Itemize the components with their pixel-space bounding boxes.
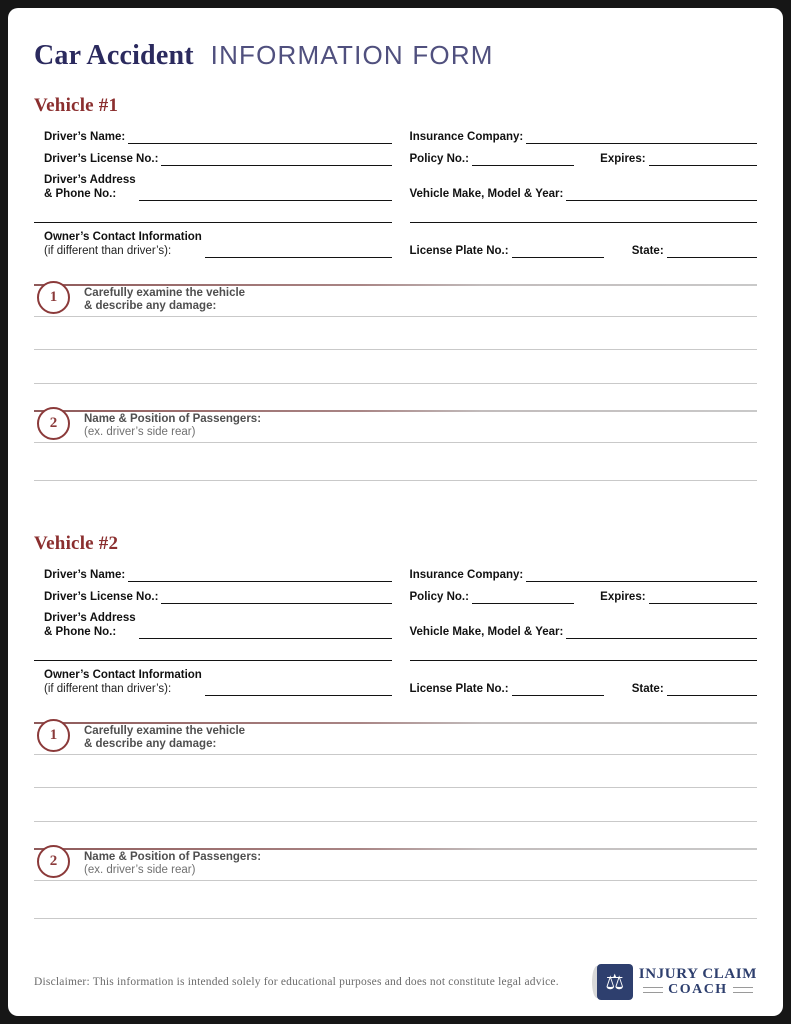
policy-no-field (410, 152, 575, 166)
state-field (632, 682, 757, 696)
policy-no-fill-line (472, 591, 574, 604)
drivers-license-field (44, 589, 392, 604)
insurance-company-field (410, 567, 758, 582)
vehicle-make-label: Vehicle Make, Model & Year: (409, 188, 564, 200)
damage-instruction-line2: & describe any damage: (84, 738, 217, 750)
damage-instruction-line2: & describe any damage: (84, 300, 217, 312)
damage-instruction-row (34, 284, 757, 317)
vehicle-2-section (34, 481, 757, 919)
brand-logo (592, 964, 757, 1000)
license-plate-field (410, 244, 604, 258)
page-footer (34, 964, 757, 1016)
brand-divider (733, 987, 753, 993)
insurance-company-label: Insurance Company: (409, 569, 524, 581)
vehicle-2-heading: Vehicle #2 (34, 533, 119, 554)
drivers-license-fill-line (161, 591, 391, 604)
expires-field (600, 590, 757, 604)
vehicle-make-fill-line (566, 626, 757, 639)
owners-contact-label: Owner’s Contact Information (if different than driver’s): (44, 669, 202, 695)
license-plate-label: License Plate No.: (409, 245, 509, 257)
form-title-primary: Car Accident (34, 40, 194, 71)
policy-expires-row (410, 151, 758, 166)
brand-subname: COACH (668, 982, 728, 997)
insurance-company-field (410, 129, 758, 144)
insurance-company-fill-line (526, 131, 757, 144)
form-title-secondary: INFORMATION FORM (210, 40, 494, 70)
policy-no-label: Policy No.: (409, 153, 469, 165)
vehicle-fields (34, 567, 757, 696)
passengers-instruction-line1: Name & Position of Passengers: (84, 851, 262, 863)
state-fill-line (667, 245, 757, 258)
vehicle-make-label: Vehicle Make, Model & Year: (409, 626, 564, 638)
damage-instruction-line1: Carefully examine the vehicle (84, 287, 246, 299)
vehicle-make-field (410, 624, 758, 639)
expires-fill-line (649, 153, 757, 166)
drivers-name-label: Driver’s Name: (44, 131, 126, 143)
license-plate-field (410, 682, 604, 696)
drivers-license-fill-line (161, 153, 391, 166)
step-2-badge: 2 (37, 845, 70, 878)
drivers-address-label: Driver’s Address & Phone No.: (44, 612, 136, 638)
passengers-instruction-line2: (ex. driver’s side rear) (84, 864, 196, 876)
writing-line (34, 349, 757, 350)
step-1-badge: 1 (37, 281, 70, 314)
vehicle-fields (34, 129, 757, 258)
insurance-company-fill-line (526, 569, 757, 582)
passengers-instruction-line1: Name & Position of Passengers: (84, 413, 262, 425)
vehicle-1-heading: Vehicle #1 (34, 95, 119, 116)
vehicle-1-section (34, 73, 757, 481)
owners-contact-field (44, 668, 392, 696)
drivers-name-field (44, 567, 392, 582)
address-continuation-line (34, 646, 392, 661)
policy-no-label: Policy No.: (409, 591, 469, 603)
drivers-name-fill-line (128, 569, 391, 582)
policy-no-fill-line (472, 153, 574, 166)
drivers-license-label: Driver’s License No.: (44, 591, 159, 603)
step-1-badge: 1 (37, 719, 70, 752)
owners-contact-label: Owner’s Contact Information (if different than driver’s): (44, 231, 202, 257)
passengers-instruction-row (34, 848, 757, 881)
form-title (34, 36, 757, 73)
drivers-address-fill-line (139, 188, 392, 201)
writing-line (34, 787, 757, 788)
vehicle-make-field (410, 186, 758, 201)
writing-line (34, 383, 757, 384)
drivers-name-fill-line (128, 131, 391, 144)
insurance-company-label: Insurance Company: (409, 131, 524, 143)
drivers-address-fill-line (139, 626, 392, 639)
license-plate-fill-line (512, 683, 604, 696)
expires-fill-line (649, 591, 757, 604)
writing-line (34, 821, 757, 822)
plate-state-row (410, 681, 758, 696)
expires-label: Expires: (600, 153, 646, 165)
plate-state-row (410, 243, 758, 258)
disclaimer-text: Disclaimer: This information is intended solely for educational purposes and does not constitute legal advice. (34, 976, 559, 988)
brand-name: INJURY CLAIM (638, 966, 757, 982)
owners-contact-field (44, 230, 392, 258)
state-field (632, 244, 757, 258)
drivers-name-field (44, 129, 392, 144)
damage-instruction-line1: Carefully examine the vehicle (84, 725, 246, 737)
scales-of-justice-icon: ⚖ (597, 964, 633, 1000)
vehicle-make-fill-line (566, 188, 757, 201)
step-2-badge: 2 (37, 407, 70, 440)
brand-divider (643, 987, 663, 993)
vehicle-make-continuation-line (410, 646, 758, 661)
state-fill-line (667, 683, 757, 696)
owners-contact-fill-line (205, 245, 392, 258)
address-continuation-line (34, 208, 392, 223)
drivers-address-field (44, 611, 392, 639)
policy-no-field (410, 590, 575, 604)
policy-expires-row (410, 589, 758, 604)
expires-label: Expires: (600, 591, 646, 603)
drivers-license-field (44, 151, 392, 166)
vehicle-make-continuation-line (410, 208, 758, 223)
owners-contact-fill-line (205, 683, 392, 696)
license-plate-fill-line (512, 245, 604, 258)
drivers-name-label: Driver’s Name: (44, 569, 126, 581)
damage-instruction-row (34, 722, 757, 755)
state-label: State: (631, 245, 664, 257)
passengers-instruction-line2: (ex. driver’s side rear) (84, 426, 196, 438)
form-page (8, 8, 783, 1016)
state-label: State: (631, 683, 664, 695)
writing-line (34, 918, 757, 919)
drivers-license-label: Driver’s License No.: (44, 153, 159, 165)
brand-text (639, 966, 757, 998)
expires-field (600, 152, 757, 166)
drivers-address-label: Driver’s Address & Phone No.: (44, 174, 136, 200)
passengers-instruction-row (34, 410, 757, 443)
drivers-address-field (44, 173, 392, 201)
license-plate-label: License Plate No.: (409, 683, 509, 695)
